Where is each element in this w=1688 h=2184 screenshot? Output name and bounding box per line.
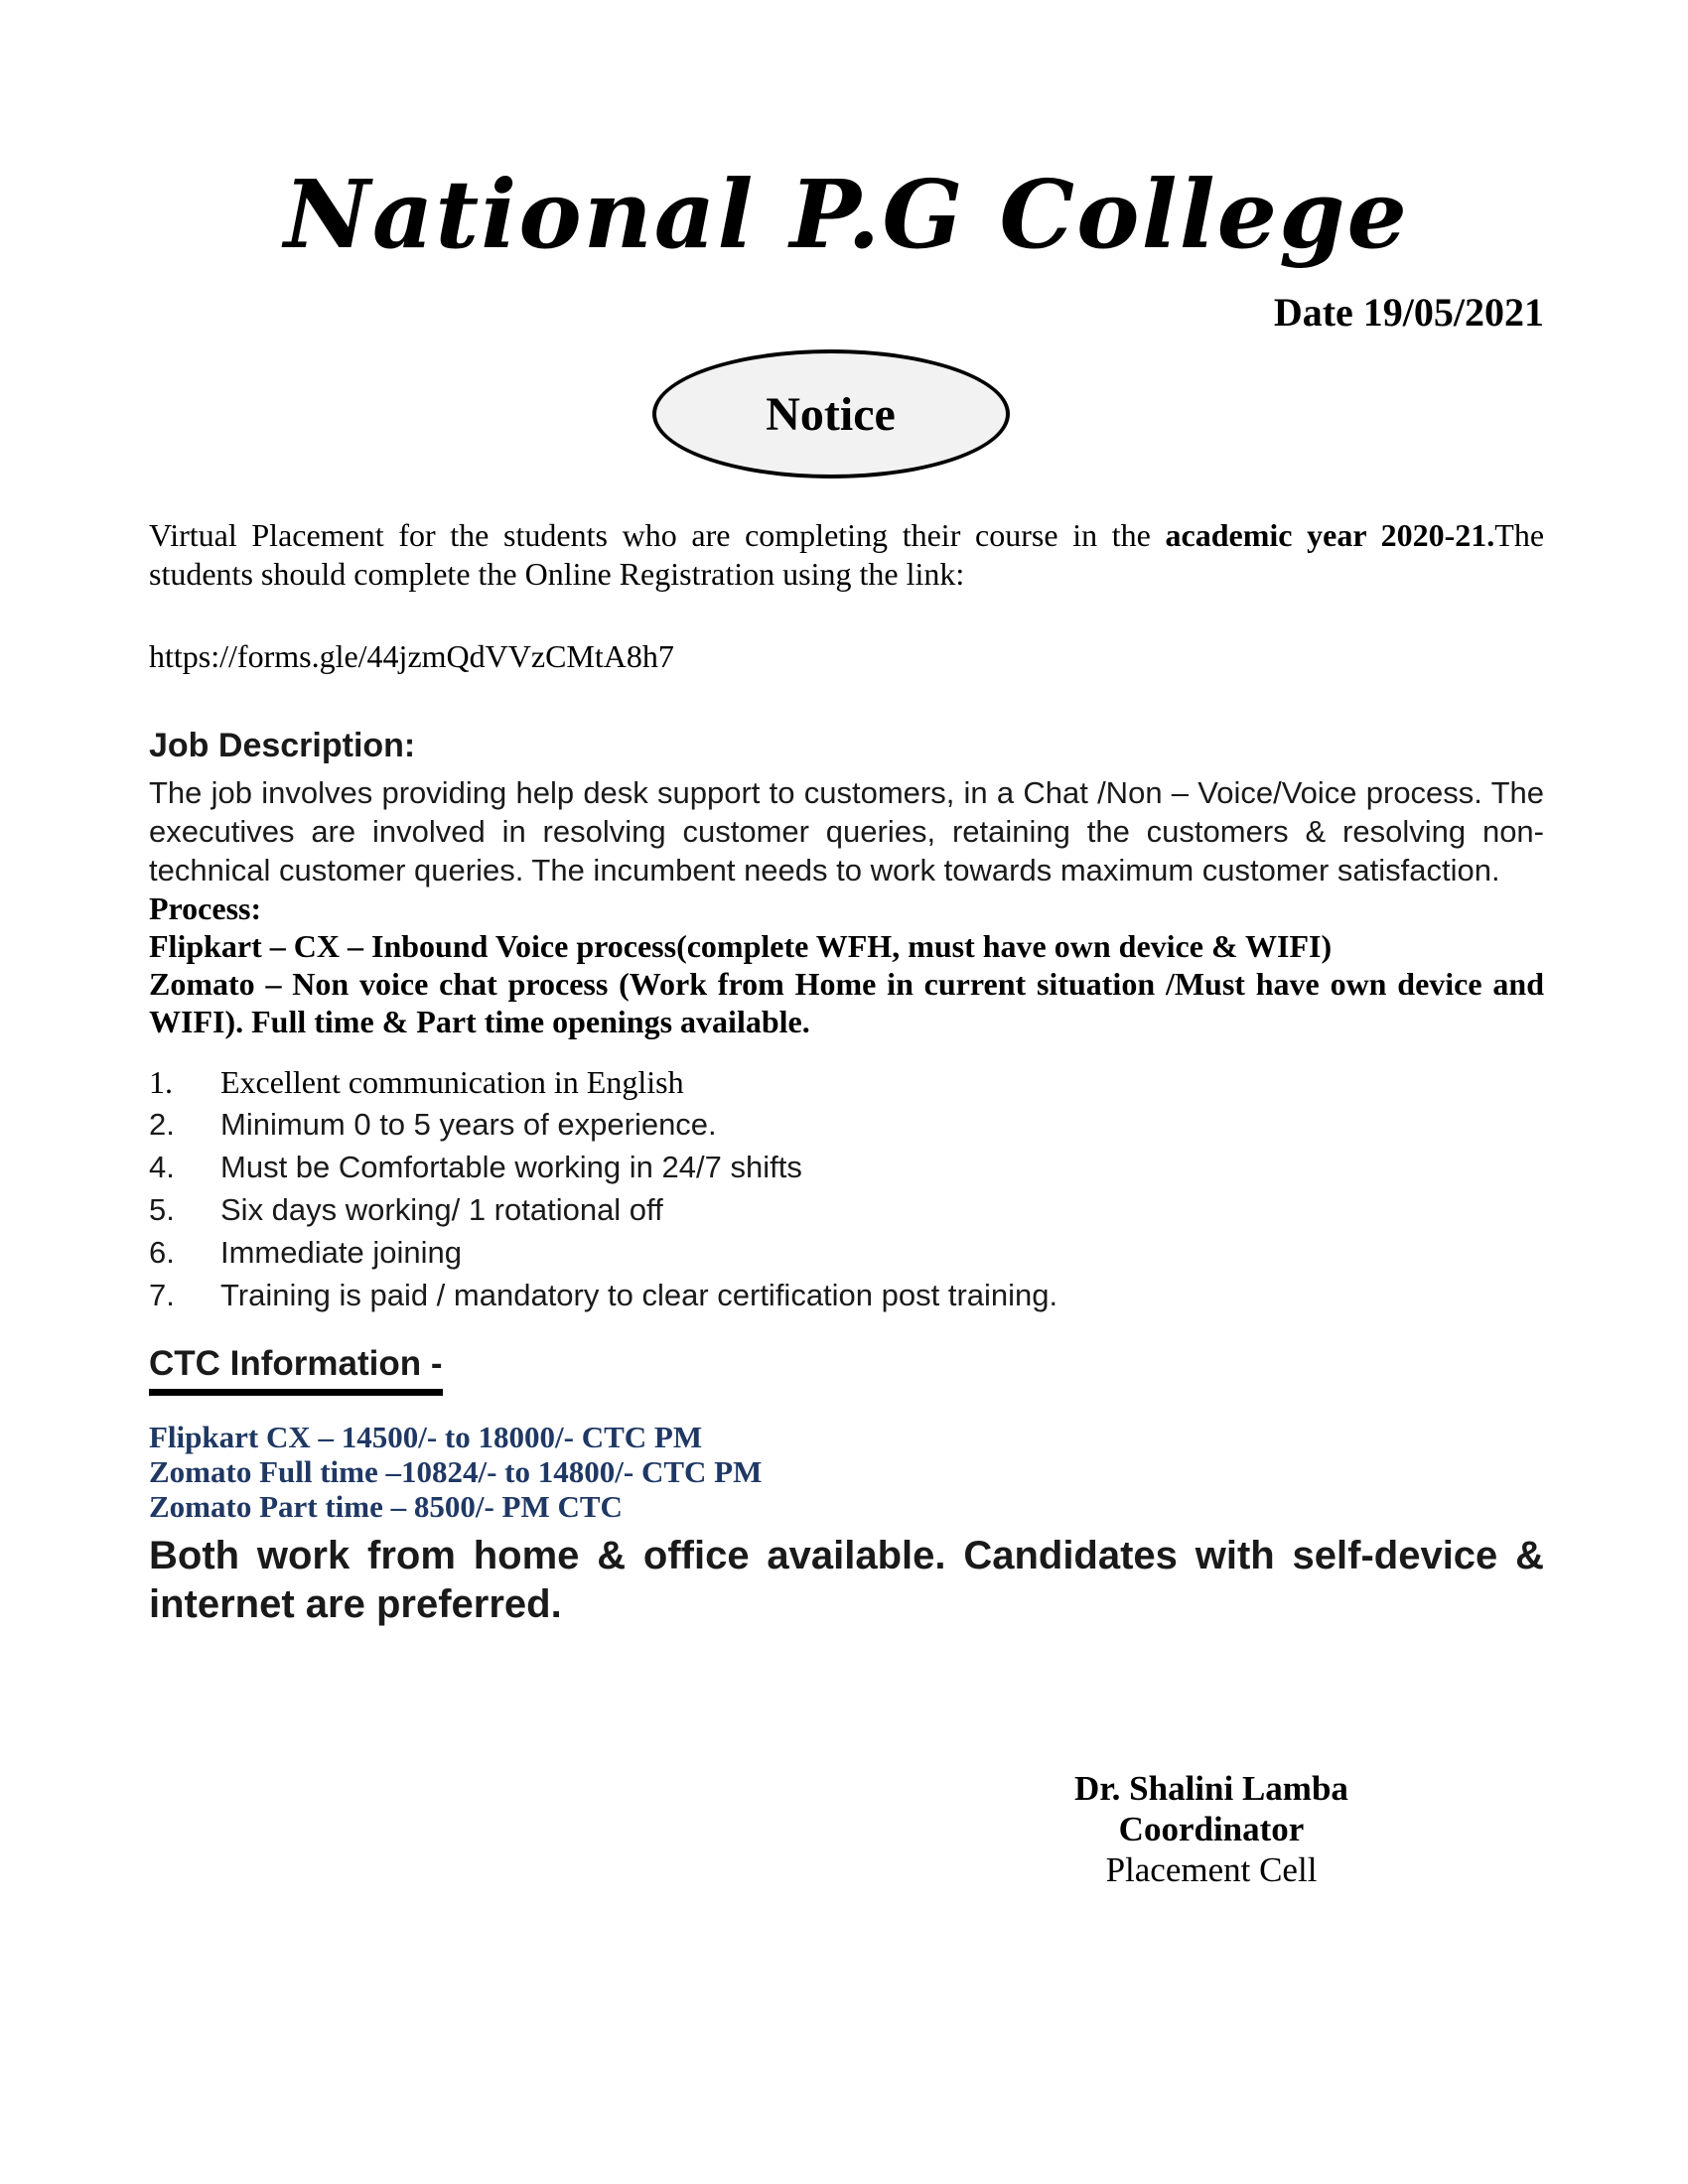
ctc-line-zomato-full: Zomato Full time –10824/- to 14800/- CTC PM [149,1454,763,1489]
ctc-note: Both work from home & office available. Candidates with self-device & internet are preferred. [149,1534,1544,1626]
signature-dept: Placement Cell [1105,1850,1318,1889]
signature-role: Coordinator [1118,1810,1305,1848]
registration-link[interactable]: https://forms.gle/44jzmQdVVzCMtA8h7 [149,638,674,674]
process-line-flipkart: Flipkart – CX – Inbound Voice process(complete WFH, must have own device & WIFI) [149,928,1333,964]
page-title: National P.G College [284,160,1409,270]
requirements-list [149,1066,1544,1311]
requirement-row [149,1066,1544,1098]
requirement-row [149,1280,1544,1311]
job-description-body: The job involves providing help desk support to customers, in a Chat /Non – Voice/Voice process. The executives are involved in resolving customer queries, retaining the customers & resolving non-technical customer queries. The incumbent needs to work towards maximum customer satisfaction. [149,775,1544,887]
requirement-number: 2. [149,1107,175,1142]
requirement-row [149,1194,1544,1226]
requirement-text: Immediate joining [220,1235,462,1270]
requirement-number: 7. [149,1278,175,1312]
intro-text-bold: academic year 2020-21. [1165,517,1495,553]
intro-text-tail: The students should complete the Online Registration using the link: [149,517,1545,592]
job-description-heading: Job Description: [149,727,416,764]
ctc-heading: CTC Information - [149,1344,443,1396]
requirement-text: Six days working/ 1 rotational off [220,1192,663,1227]
requirement-number: 6. [149,1235,175,1270]
requirement-number: 1. [149,1064,173,1100]
requirement-number: 4. [149,1150,175,1184]
requirement-text: Training is paid / mandatory to clear certification post training. [220,1278,1058,1312]
requirement-number: 5. [149,1192,175,1227]
ctc-lines [149,1420,1544,1524]
intro-paragraph [149,516,1544,594]
process-line-zomato: Zomato – Non voice chat process (Work from Home in current situation /Must have own device and WIFI). Full time & Part time openings available. [149,966,1544,1039]
requirement-row [149,1109,1544,1141]
requirement-row [149,1237,1544,1269]
signature-name: Dr. Shalini Lamba [1074,1769,1348,1808]
notice-ellipse [652,349,1010,478]
intro-text-regular: Virtual Placement for the students who are completing their course in the [149,517,1166,553]
notice-badge: Notice [766,387,896,441]
ctc-line-flipkart: Flipkart CX – 14500/- to 18000/- CTC PM [149,1420,703,1454]
signature-block [1003,1768,1420,1890]
date-label: Date 19/05/2021 [1273,290,1544,335]
requirement-text: Must be Comfortable working in 24/7 shifts [220,1150,802,1184]
requirement-text: Excellent communication in English [220,1064,684,1100]
process-label: Process: [149,890,262,926]
requirement-text: Minimum 0 to 5 years of experience. [220,1107,717,1142]
ctc-line-zomato-part: Zomato Part time – 8500/- PM CTC [149,1489,623,1524]
requirement-row [149,1152,1544,1183]
